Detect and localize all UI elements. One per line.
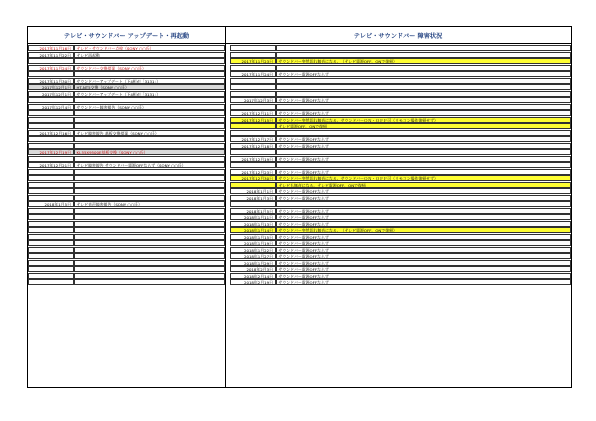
right-text-cell: サウンドバー電源OFFならず: [276, 253, 571, 259]
right-date-cell: [230, 201, 276, 207]
table-row: [28, 52, 571, 58]
left-date-cell: [28, 143, 74, 149]
left-date-cell: 2017年11月24日: [28, 65, 74, 71]
left-date-cell: [28, 273, 74, 279]
table-row: [28, 260, 571, 266]
right-text-cell: [276, 78, 571, 84]
status-sheet: [27, 26, 572, 388]
right-text-cell: [276, 52, 571, 58]
table-row: [28, 214, 571, 220]
table-row: [28, 234, 571, 240]
left-date-cell: 2017年11月16日: [28, 45, 74, 51]
right-text-cell: サウンドバー電源OFFならず: [276, 110, 571, 116]
left-text-cell: [74, 227, 225, 233]
right-text-cell: サウンドバー突然切れ無音になる。（テレビ電源OFF、ONで復帰）: [276, 58, 571, 64]
left-text-cell: [74, 71, 225, 77]
left-date-cell: [28, 117, 74, 123]
left-date-cell: 2017年12月1日: [28, 91, 74, 97]
right-date-cell: [230, 45, 276, 51]
right-date-cell: [230, 78, 276, 84]
right-date-cell: 2018年2月19日: [230, 279, 276, 285]
left-date-cell: [28, 123, 74, 129]
table-row: [28, 221, 571, 227]
left-date-cell: [28, 208, 74, 214]
left-date-cell: 2017年12月4日: [28, 104, 74, 110]
left-text-cell: [74, 110, 225, 116]
left-date-cell: [28, 188, 74, 194]
left-date-cell: [28, 214, 74, 220]
right-text-cell: サウンドバー突然切れ無音になる。（テレビ電源OFF、ONで復帰）: [276, 227, 571, 233]
right-date-cell: 2017年12月23日: [230, 169, 276, 175]
table-row: [28, 182, 571, 188]
right-date-cell: 2017年11月24日: [230, 71, 276, 77]
left-text-cell: サウンドバー交換提案（SONY ○○氏）: [74, 65, 225, 71]
right-text-cell: サウンドバー電源OFFならず: [276, 143, 571, 149]
left-text-cell: [74, 208, 225, 214]
left-date-cell: 2017年12月19日: [28, 149, 74, 155]
left-date-cell: [28, 266, 74, 272]
left-text-cell: [74, 182, 225, 188]
left-text-cell: [74, 156, 225, 162]
left-text-cell: サウンドバーアップデート（下4桁が「3131」）: [74, 91, 225, 97]
right-date-cell: 2018年2月3日: [230, 266, 276, 272]
right-date-cell: 2018年1月1日: [230, 188, 276, 194]
right-text-cell: サウンドバー電源OFFならず: [276, 188, 571, 194]
right-text-cell: [276, 149, 571, 155]
left-text-cell: テレビ音声障害報告（SONY ○○氏）: [74, 201, 225, 207]
left-text-cell: [74, 188, 225, 194]
table-row: [28, 253, 571, 259]
left-date-cell: [28, 227, 74, 233]
left-date-cell: [28, 260, 74, 266]
right-text-cell: [276, 65, 571, 71]
right-text-cell: サウンドバー電源OFFならず: [276, 169, 571, 175]
right-date-cell: [230, 91, 276, 97]
right-date-cell: [230, 84, 276, 90]
left-date-cell: [28, 253, 74, 259]
left-text-cell: [74, 273, 225, 279]
left-date-cell: 2018年1月5日: [28, 201, 74, 207]
right-date-cell: [230, 123, 276, 129]
right-text-cell: [276, 104, 571, 110]
table-row: [28, 188, 571, 194]
left-text-cell: HT-NT5交換（SONY ○○氏）: [74, 84, 225, 90]
right-text-cell: サウンドバー電源OFFならず: [276, 279, 571, 285]
left-date-cell: 2017年12月16日: [28, 130, 74, 136]
right-date-cell: [230, 130, 276, 136]
table-row: [28, 247, 571, 253]
right-text-cell: サウンドバー電源OFFならず: [276, 136, 571, 142]
table-row: [28, 175, 571, 181]
table-row: [28, 65, 571, 71]
right-text-cell: [276, 162, 571, 168]
right-date-cell: 2018年1月3日: [230, 195, 276, 201]
left-text-cell: [74, 195, 225, 201]
left-text-cell: [74, 279, 225, 285]
left-date-cell: [28, 110, 74, 116]
left-text-cell: [74, 175, 225, 181]
left-text-cell: テレビ再起動: [74, 52, 225, 58]
left-date-cell: [28, 97, 74, 103]
right-date-cell: [230, 65, 276, 71]
right-date-cell: 2018年1月15日: [230, 234, 276, 240]
right-text-cell: サウンドバー電源OFFならず: [276, 195, 571, 201]
left-text-cell: [74, 240, 225, 246]
left-text-cell: [74, 247, 225, 253]
right-text-cell: サウンドバー電源OFFならず: [276, 97, 571, 103]
right-text-cell: サウンドバー電源OFFならず: [276, 208, 571, 214]
table-row: [28, 45, 571, 51]
table-row: [28, 162, 571, 168]
left-date-cell: 2017年12月1日: [28, 84, 74, 90]
right-text-cell: [276, 91, 571, 97]
left-date-cell: [28, 71, 74, 77]
table-row: [28, 123, 571, 129]
left-text-cell: テレビ障害報告 基板交換提案（SONY ○○氏）: [74, 130, 225, 136]
right-text-cell: [276, 45, 571, 51]
left-text-cell: [74, 234, 225, 240]
left-text-cell: テレビ・サウンドバー点検（SONY ○○氏）: [74, 45, 225, 51]
left-date-cell: [28, 247, 74, 253]
table-row: [28, 240, 571, 246]
left-text-cell: KJ-55X9500E基板交換（SONY ○○氏）: [74, 149, 225, 155]
left-date-cell: [28, 279, 74, 285]
table-row: [28, 195, 571, 201]
right-text-cell: サウンドバー電源OFFならず: [276, 247, 571, 253]
right-date-cell: 2018年1月29日: [230, 260, 276, 266]
left-date-cell: [28, 182, 74, 188]
left-text-cell: [74, 214, 225, 220]
table-row: [28, 130, 571, 136]
left-date-cell: [28, 136, 74, 142]
right-date-cell: [230, 149, 276, 155]
right-date-cell: 2017年12月18日: [230, 143, 276, 149]
left-date-cell: 2017年11月30日: [28, 78, 74, 84]
right-text-cell: テレビも無音になる。テレビ電源OFF、ONで復帰: [276, 182, 571, 188]
left-date-cell: [28, 195, 74, 201]
table-row: [28, 91, 571, 97]
right-date-cell: 2018年1月14日: [230, 227, 276, 233]
table-row: [28, 97, 571, 103]
right-date-cell: 2018年1月11日: [230, 214, 276, 220]
left-date-cell: [28, 221, 74, 227]
right-date-cell: [230, 52, 276, 58]
table-row: [28, 227, 571, 233]
table-row: [28, 279, 571, 285]
right-text-cell: サウンドバー電源OFFならず: [276, 214, 571, 220]
right-date-cell: [230, 104, 276, 110]
table-row: [28, 149, 571, 155]
right-date-cell: 2018年1月13日: [230, 221, 276, 227]
right-text-cell: サウンドバー電源OFFならず: [276, 260, 571, 266]
right-date-cell: [230, 182, 276, 188]
left-text-cell: [74, 123, 225, 129]
right-text-cell: サウンドバー電源OFFならず: [276, 221, 571, 227]
left-text-cell: [74, 117, 225, 123]
left-text-cell: テレビ障害報告 サウンドバー電源OFFならず（SONY ○○氏）: [74, 162, 225, 168]
left-text-cell: [74, 253, 225, 259]
left-text-cell: [74, 97, 225, 103]
table-row: [28, 58, 571, 64]
left-text-cell: [74, 221, 225, 227]
left-text-cell: [74, 58, 225, 64]
table-row: [28, 110, 571, 116]
table-row: [28, 71, 571, 77]
right-text-cell: サウンドバー電源OFFならず: [276, 71, 571, 77]
left-column-header: テレビ・サウンドバー アップデート・再起動: [28, 27, 225, 44]
table-row: [28, 143, 571, 149]
right-text-cell: サウンドバー電源OFFならず: [276, 273, 571, 279]
table-row: [28, 117, 571, 123]
table-row: [28, 84, 571, 90]
right-text-cell: サウンドバー電源OFFならず: [276, 266, 571, 272]
left-date-cell: [28, 234, 74, 240]
table-row: [28, 156, 571, 162]
right-column-header: テレビ・サウンドバー 障害状況: [225, 27, 571, 44]
right-date-cell: 2017年12月19日: [230, 156, 276, 162]
left-text-cell: サウンドバーアップデート（下4桁が「3131」）: [74, 78, 225, 84]
left-text-cell: [74, 143, 225, 149]
table-row: [28, 266, 571, 272]
right-text-cell: [276, 84, 571, 90]
right-text-cell: サウンドバー電源OFFならず: [276, 240, 571, 246]
left-date-cell: [28, 175, 74, 181]
right-date-cell: 2018年1月19日: [230, 240, 276, 246]
left-text-cell: [74, 260, 225, 266]
right-date-cell: 2017年12月15日: [230, 117, 276, 123]
right-text-cell: [276, 130, 571, 136]
right-text-cell: サウンドバー電源OFFならず: [276, 234, 571, 240]
right-text-cell: サウンドバー突然切れ無音になる。サウンドバーＯＮ・ＯＦＦ可（リモコン操作復帰せず）: [276, 117, 571, 123]
table-row: [28, 136, 571, 142]
right-date-cell: 2017年12月30日: [230, 175, 276, 181]
right-text-cell: [276, 201, 571, 207]
table-row: [28, 104, 571, 110]
right-date-cell: 2017年12月11日: [230, 110, 276, 116]
table-row: [28, 273, 571, 279]
right-date-cell: 2017年12月17日: [230, 136, 276, 142]
left-date-cell: 2017年12月21日: [28, 162, 74, 168]
right-date-cell: 2018年2月14日: [230, 273, 276, 279]
left-date-cell: [28, 240, 74, 246]
left-text-cell: サウンドバー障害報告（SONY ○○氏）: [74, 104, 225, 110]
left-text-cell: [74, 169, 225, 175]
right-date-cell: 2018年1月5日: [230, 208, 276, 214]
left-text-cell: [74, 266, 225, 272]
table-row: [28, 208, 571, 214]
table-row: [28, 201, 571, 207]
right-date-cell: [230, 162, 276, 168]
right-date-cell: 2018年1月27日: [230, 253, 276, 259]
table-row: [28, 78, 571, 84]
left-date-cell: 2017年11月22日: [28, 52, 74, 58]
left-date-cell: [28, 156, 74, 162]
right-text-cell: サウンドバー突然切れ無音になる。サウンドバーＯＮ・ＯＦＦ可（リモコン操作復帰せず）: [276, 175, 571, 181]
left-date-cell: [28, 169, 74, 175]
right-text-cell: サウンドバー電源OFFならず: [276, 156, 571, 162]
right-date-cell: 2017年12月3日: [230, 97, 276, 103]
left-date-cell: [28, 58, 74, 64]
right-text-cell: テレビ電源OFF、ONで復帰: [276, 123, 571, 129]
table-row: [28, 169, 571, 175]
right-date-cell: 2018年1月22日: [230, 247, 276, 253]
right-date-cell: 2017年11月23日: [230, 58, 276, 64]
left-text-cell: [74, 136, 225, 142]
